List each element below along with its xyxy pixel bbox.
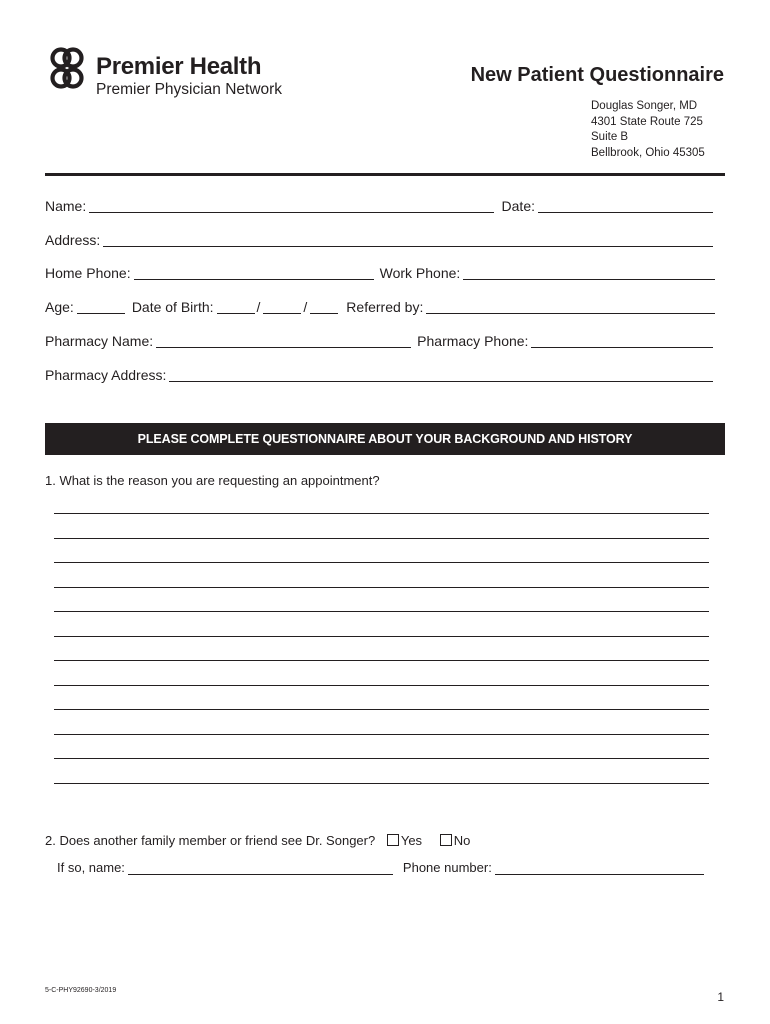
address-city: Bellbrook, Ohio 45305 [591,146,705,159]
pharmacy-address-label: Pharmacy Address: [45,367,167,383]
answer-line[interactable] [54,758,709,759]
no-label: No [453,833,471,848]
date-label: Date: [501,198,535,214]
q2-details-row [57,857,706,877]
phone-number-label: Phone number: [402,860,492,875]
header-divider [45,173,725,176]
answer-line[interactable] [54,660,709,661]
address-row [45,229,715,249]
pharmacy-name-field[interactable] [156,333,411,348]
answer-line[interactable] [54,734,709,735]
section-banner: PLEASE COMPLETE QUESTIONNAIRE ABOUT YOUR BACKGROUND AND HISTORY [45,423,725,455]
answer-line[interactable] [54,513,709,514]
dob-month-field[interactable] [217,299,255,314]
physician-address-block [591,99,705,161]
address-line-2: Suite B [591,131,629,143]
pharmacy-address-row [45,364,715,384]
question-2: 2. Does another family member or friend see Dr. Songer? [45,833,376,848]
name-field[interactable] [89,198,493,213]
yes-checkbox[interactable] [387,834,399,846]
referred-field[interactable] [426,299,715,314]
form-title: New Patient Questionnaire [470,64,724,86]
date-field[interactable] [538,198,713,213]
answer-line[interactable] [54,562,709,563]
friend-name-field[interactable] [128,860,393,875]
if-so-name-label: If so, name: [57,860,125,875]
premier-health-logo-icon [44,46,90,90]
referred-label: Referred by: [346,299,424,315]
answer-line[interactable] [54,587,709,588]
age-field[interactable] [77,299,125,314]
answer-line[interactable] [54,636,709,637]
answer-line[interactable] [54,783,709,784]
home-phone-field[interactable] [134,265,374,280]
address-line-1: 4301 State Route 725 [591,115,703,128]
dob-separator: / [256,299,261,315]
pharmacy-phone-label: Pharmacy Phone: [417,333,529,349]
home-phone-label: Home Phone: [45,265,131,281]
form-code: 5-C-PHY92690-3/2019 [45,987,117,994]
physician-name: Douglas Songer, MD [591,100,698,112]
pharmacy-phone-field[interactable] [531,333,713,348]
page-number: 1 [717,990,724,1004]
yes-label: Yes [400,833,423,848]
dob-year-field[interactable] [310,299,338,314]
age-label: Age: [45,299,74,315]
age-dob-row [45,296,717,316]
question-1: 1. What is the reason you are requesting an appointment? [45,473,380,488]
address-field[interactable] [103,232,713,247]
name-label: Name: [45,198,87,214]
phone-row [45,262,717,282]
pharmacy-row [45,330,715,350]
yes-option[interactable] [387,833,422,848]
work-phone-label: Work Phone: [379,265,461,281]
answer-line[interactable] [54,611,709,612]
friend-phone-field[interactable] [495,860,704,875]
address-label: Address: [45,232,101,248]
name-date-row [45,195,715,215]
answer-line[interactable] [54,685,709,686]
pharmacy-address-field[interactable] [169,367,713,382]
pharmacy-name-label: Pharmacy Name: [45,333,154,349]
question-2-row [45,832,470,850]
no-option[interactable] [440,833,471,848]
no-checkbox[interactable] [440,834,452,846]
brand-name: Premier Health [96,53,262,80]
dob-label: Date of Birth: [131,299,214,315]
network-name: Premier Physician Network [96,81,283,98]
answer-line[interactable] [54,538,709,539]
dob-separator: / [303,299,308,315]
work-phone-field[interactable] [463,265,715,280]
answer-line[interactable] [54,709,709,710]
dob-day-field[interactable] [263,299,301,314]
